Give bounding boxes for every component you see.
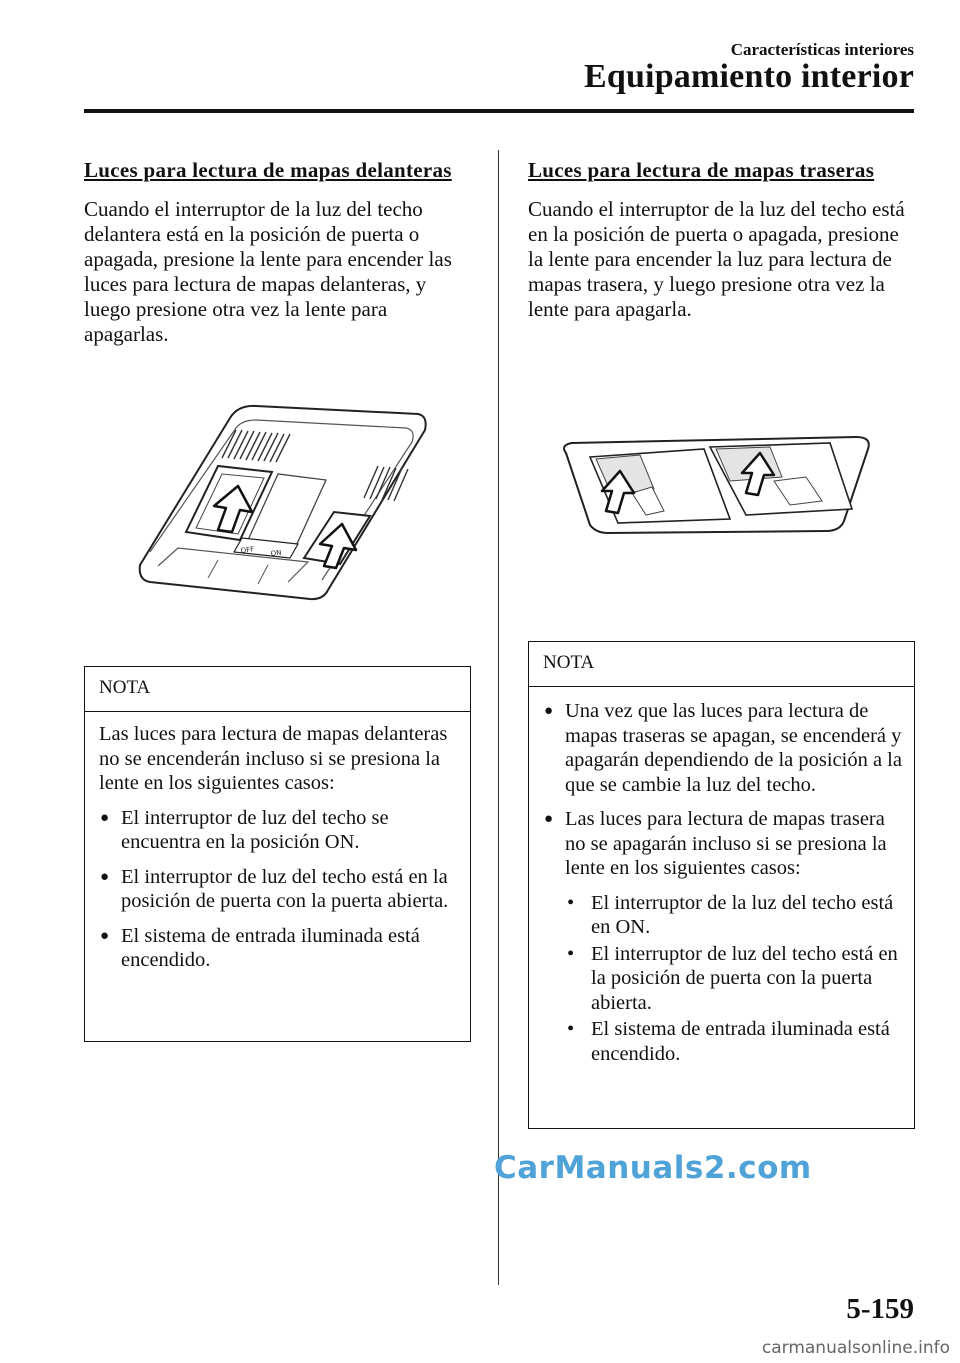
header-rule	[84, 109, 914, 113]
rear-nota-sub-bullet: • El interruptor de la luz del techo está en ON.	[567, 891, 894, 938]
rear-nota-box	[528, 641, 915, 1129]
rear-map-lights-text: Cuando el interruptor de la luz del techo está en la posición de puerta o apagada, presione la lente para encender la luz para lectura de mapas trasera, y luego presione otra vez la lente para apagarla.	[528, 197, 905, 321]
rear-nota-body	[529, 687, 914, 1078]
section-label: Características interiores	[730, 40, 914, 59]
left-column	[84, 158, 472, 347]
right-column	[528, 158, 916, 322]
front-map-light-illustration	[138, 400, 428, 605]
front-map-lights-text: Cuando el interruptor de la luz del techo delantera está en la posición de puerta o apagada, presione la lente para encender las luces para lectura de mapas delanteras, y luego presione otra vez la lente para apagarlas.	[84, 197, 452, 346]
front-nota-bullet: ● El interruptor de luz del techo está en la posición de puerta con la puerta abierta.	[100, 865, 449, 912]
rear-nota-sub-bullet: • El sistema de entrada iluminada está encendido.	[567, 1018, 890, 1065]
rear-map-lights-heading: Luces para lectura de mapas traseras	[528, 158, 875, 182]
front-nota-box	[84, 666, 471, 1042]
watermark-logo: CarManuals2.com	[494, 1150, 812, 1186]
on-label: ON	[270, 548, 282, 558]
front-nota-body	[85, 712, 470, 985]
rear-nota-sub-bullet: • El interruptor de luz del techo está en la posición de puerta con la puerta abierta.	[567, 942, 898, 1014]
front-nota-bullet: ● El sistema de entrada iluminada está encendido.	[100, 924, 420, 971]
rear-map-light-illustration	[560, 435, 880, 535]
off-label: OFF	[240, 545, 255, 555]
front-map-lights-heading: Luces para lectura de mapas delanteras	[84, 158, 452, 182]
rear-nota-bullet: ● Una vez que las luces para lectura de mapas traseras se apagan, se encenderá y apagarán dependiendo de la posición a la que se cambie la luz del techo.	[544, 700, 902, 796]
page-title: Equipamiento interior	[583, 58, 914, 95]
site-watermark[interactable]: carmanualsonline.info	[761, 1338, 950, 1358]
rear-nota-bullet: ● Las luces para lectura de mapas trasera no se apagarán incluso si se presiona la lente en los siguientes casos:	[544, 808, 887, 879]
front-nota-bullet: ● El interruptor de luz del techo se encuentra en la posición ON.	[100, 806, 389, 853]
front-nota-intro: Las luces para lectura de mapas delanteras no se encenderán incluso si se presiona la lente en los siguientes casos:	[99, 723, 448, 794]
page-number: 5-159	[846, 1293, 914, 1325]
front-nota-title: NOTA	[85, 667, 470, 712]
column-divider	[498, 150, 499, 1285]
rear-nota-title: NOTA	[529, 642, 914, 687]
